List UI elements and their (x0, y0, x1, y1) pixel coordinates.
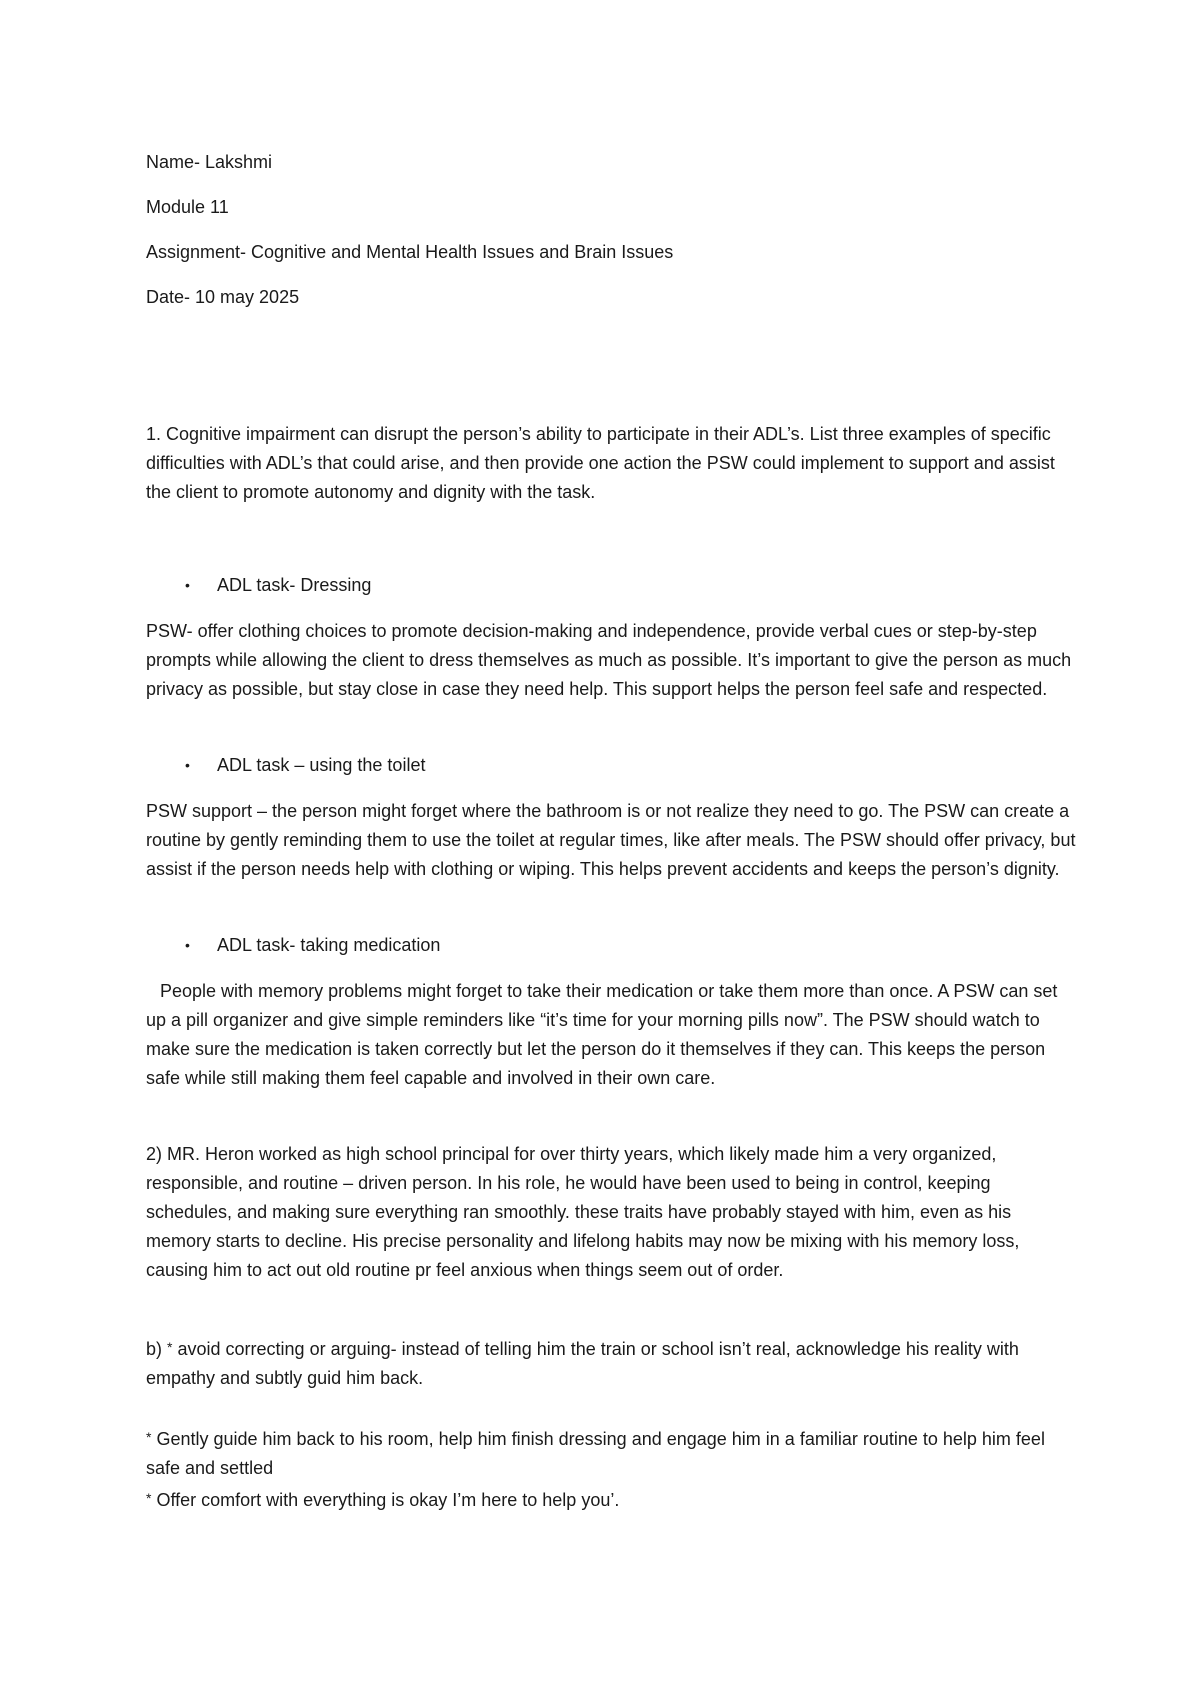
bullet-icon: • (185, 577, 190, 593)
module-number: Module 11 (146, 197, 229, 217)
bullet-label: ADL task- taking medication (217, 935, 441, 955)
question-2-answer-a: 2) MR. Heron worked as high school principal for over thirty years, which likely made him a very organized, responsible, and routine – driven person. In his role, he would have been used to being in control, keeping schedules, and making sure everything ran smoothly. these traits have probably stayed with him, even as his memory starts to decline. His precise personality and lifelong habits may now be mixing with his memory loss, causing him to act out old routine pr feel anxious when things seem out of order. (146, 1144, 1020, 1280)
bullet-label: ADL task – using the toilet (217, 755, 426, 775)
bullet-item-medication (185, 931, 440, 960)
toilet-answer: PSW support – the person might forget where the bathroom is or not realize they need to go. The PSW can create a routine by gently reminding them to use the toilet at regular times, like after meals. The PSW should offer privacy, but assist if the person needs help with clothing or wiping. This helps prevent accidents and keeps the person’s dignity. (146, 801, 1076, 879)
assignment-title: Assignment- Cognitive and Mental Health Issues and Brain Issues (146, 242, 674, 262)
bullet-label: ADL task- Dressing (217, 575, 372, 595)
answer-b-point-3-line (146, 1484, 1081, 1515)
star-icon: * (146, 1429, 152, 1445)
star-icon: * (146, 1490, 152, 1506)
answer-b-point-2-line (146, 1423, 1081, 1483)
answer-b-point-1: avoid correcting or arguing- instead of telling him the train or school isn’t real, acknowledge his reality with empathy and subtly guid him back. (146, 1339, 1019, 1388)
answer-b-prefix: b) (146, 1339, 163, 1359)
student-name: Name- Lakshmi (146, 152, 273, 172)
bullet-icon: • (185, 937, 190, 953)
question-2-answer-b (146, 1333, 1081, 1393)
bullet-icon: • (185, 757, 190, 773)
star-icon: * (167, 1339, 173, 1355)
dressing-answer: PSW- offer clothing choices to promote decision-making and independence, provide verbal cues or step-by-step prompts while allowing the client to dress themselves as much as possible. It’s important to give the person as much privacy as possible, but stay close in case they need help. This support helps the person feel safe and respected. (146, 621, 1072, 699)
answer-b-point-3: Offer comfort with everything is okay I’m here to help you’. (156, 1490, 620, 1510)
answer-b-point-2: Gently guide him back to his room, help him finish dressing and engage him in a familiar routine to help him feel safe and settled (146, 1429, 1045, 1478)
medication-answer: People with memory problems might forget to take their medication or take them more than once. A PSW can set up a pill organizer and give simple reminders like “it’s time for your morning pills now”. The PSW should watch to make sure the medication is taken correctly but let the person do it themselves if they can. This keeps the person safe while still making them feel capable and involved in their own care. (146, 981, 1058, 1088)
question-1-prompt: 1. Cognitive impairment can disrupt the person’s ability to participate in their ADL’s. List three examples of specific difficulties with ADL’s that could arise, and then provide one action the PSW could implement to support and assist the client to promote autonomy and dignity with the task. (146, 424, 1055, 502)
bullet-item-dressing (185, 571, 371, 600)
bullet-item-toilet (185, 751, 425, 780)
assignment-date: Date- 10 may 2025 (146, 287, 300, 307)
